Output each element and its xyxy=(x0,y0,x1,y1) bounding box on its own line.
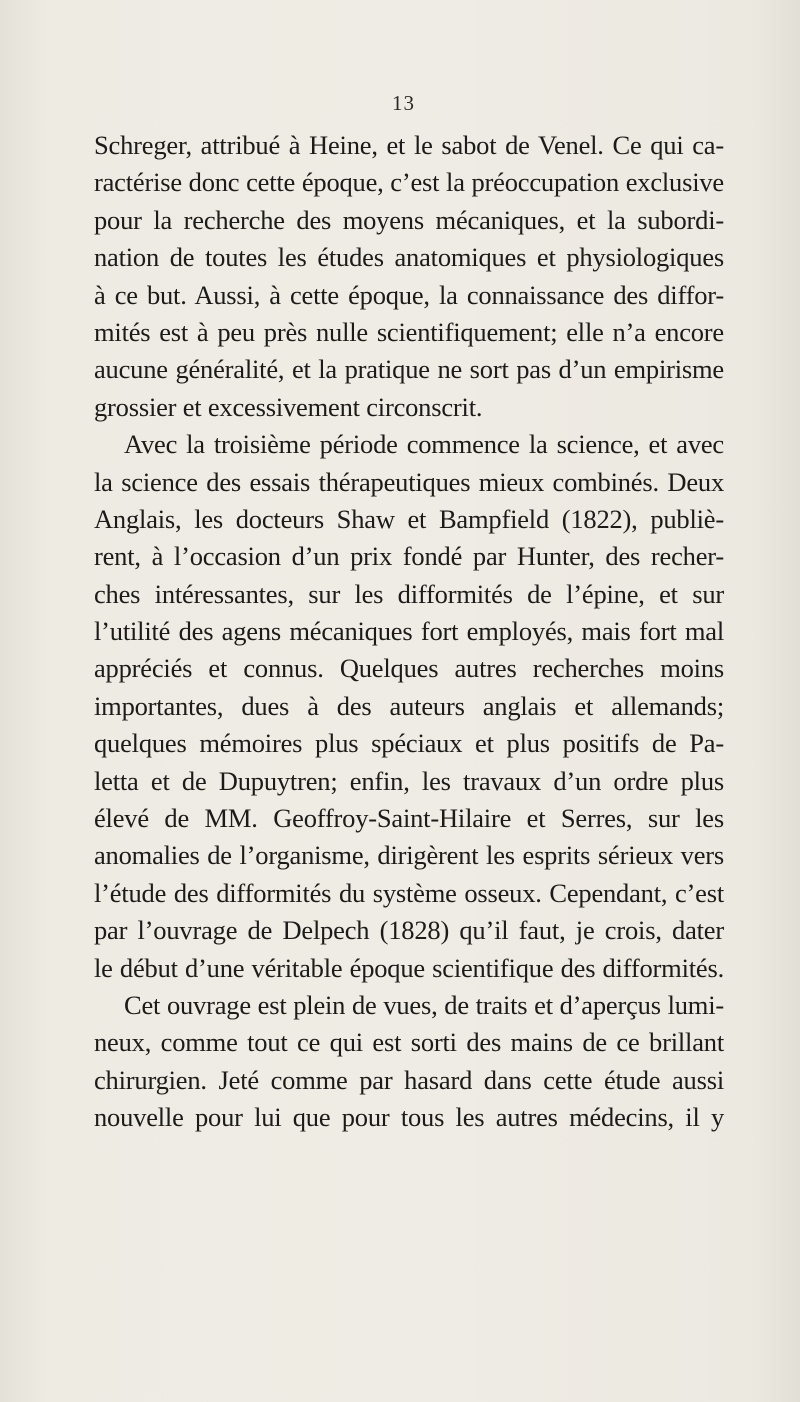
text-line: Avec la troisième période commence la science, et avec xyxy=(124,429,724,460)
text-line: mités est à peu près nulle scientifiquement; elle n’a encore xyxy=(94,316,724,347)
text-line: neux, comme tout ce qui est sorti des mains de ce brillant xyxy=(94,1027,724,1058)
text-line: grossier et excessivement circonscrit. xyxy=(94,391,483,422)
text-line: pour la recherche des moyens mécaniques, et la subordi- xyxy=(94,204,724,235)
text-line: la science des essais thérapeutiques mieux combinés. Deux xyxy=(94,466,724,497)
text-line: quelques mémoires plus spéciaux et plus positifs de Pa- xyxy=(94,728,724,759)
text-line: l’utilité des agens mécaniques fort employés, mais fort mal xyxy=(94,616,724,647)
text-line: importantes, dues à des auteurs anglais et allemands; xyxy=(94,690,724,721)
text-line: aucune généralité, et la pratique ne sort pas d’un empirisme xyxy=(94,354,724,385)
text-line: nouvelle pour lui que pour tous les autres médecins, il y xyxy=(94,1102,724,1133)
text-line: ches intéressantes, sur les difformités de l’épine, et sur xyxy=(94,578,724,609)
text-line: nation de toutes les études anatomiques et physiologiques xyxy=(94,242,724,273)
body-text xyxy=(94,127,724,1137)
text-line: l’étude des difformités du système osseux. Cependant, c’est xyxy=(94,877,724,908)
page-number: 13 xyxy=(392,91,415,115)
text-line: par l’ouvrage de Delpech (1828) qu’il faut, je crois, dater xyxy=(94,915,724,946)
text-line: le début d’une véritable époque scientifique des difformités. xyxy=(94,952,724,983)
text-line: Cet ouvrage est plein de vues, de traits et d’aperçus lumi- xyxy=(124,989,724,1020)
text-line: anomalies de l’organisme, dirigèrent les esprits sérieux vers xyxy=(94,840,724,871)
text-line: appréciés et connus. Quelques autres recherches moins xyxy=(94,653,724,684)
text-line: rent, à l’occasion d’un prix fondé par Hunter, des recher- xyxy=(94,541,724,572)
text-line: ractérise donc cette époque, c’est la préoccupation exclusive xyxy=(94,167,724,198)
text-line: chirurgien. Jeté comme par hasard dans cette étude aussi xyxy=(94,1064,724,1095)
text-line: letta et de Dupuytren; enfin, les travaux d’un ordre plus xyxy=(94,765,724,796)
text-line: élevé de MM. Geoffroy-Saint-Hilaire et Serres, sur les xyxy=(94,803,724,834)
text-line: Schreger, attribué à Heine, et le sabot de Venel. Ce qui ca- xyxy=(94,130,724,160)
text-line: Anglais, les docteurs Shaw et Bampfield (1822), publiè- xyxy=(94,503,724,534)
text-line: à ce but. Aussi, à cette époque, la connaissance des diffor- xyxy=(94,279,724,310)
